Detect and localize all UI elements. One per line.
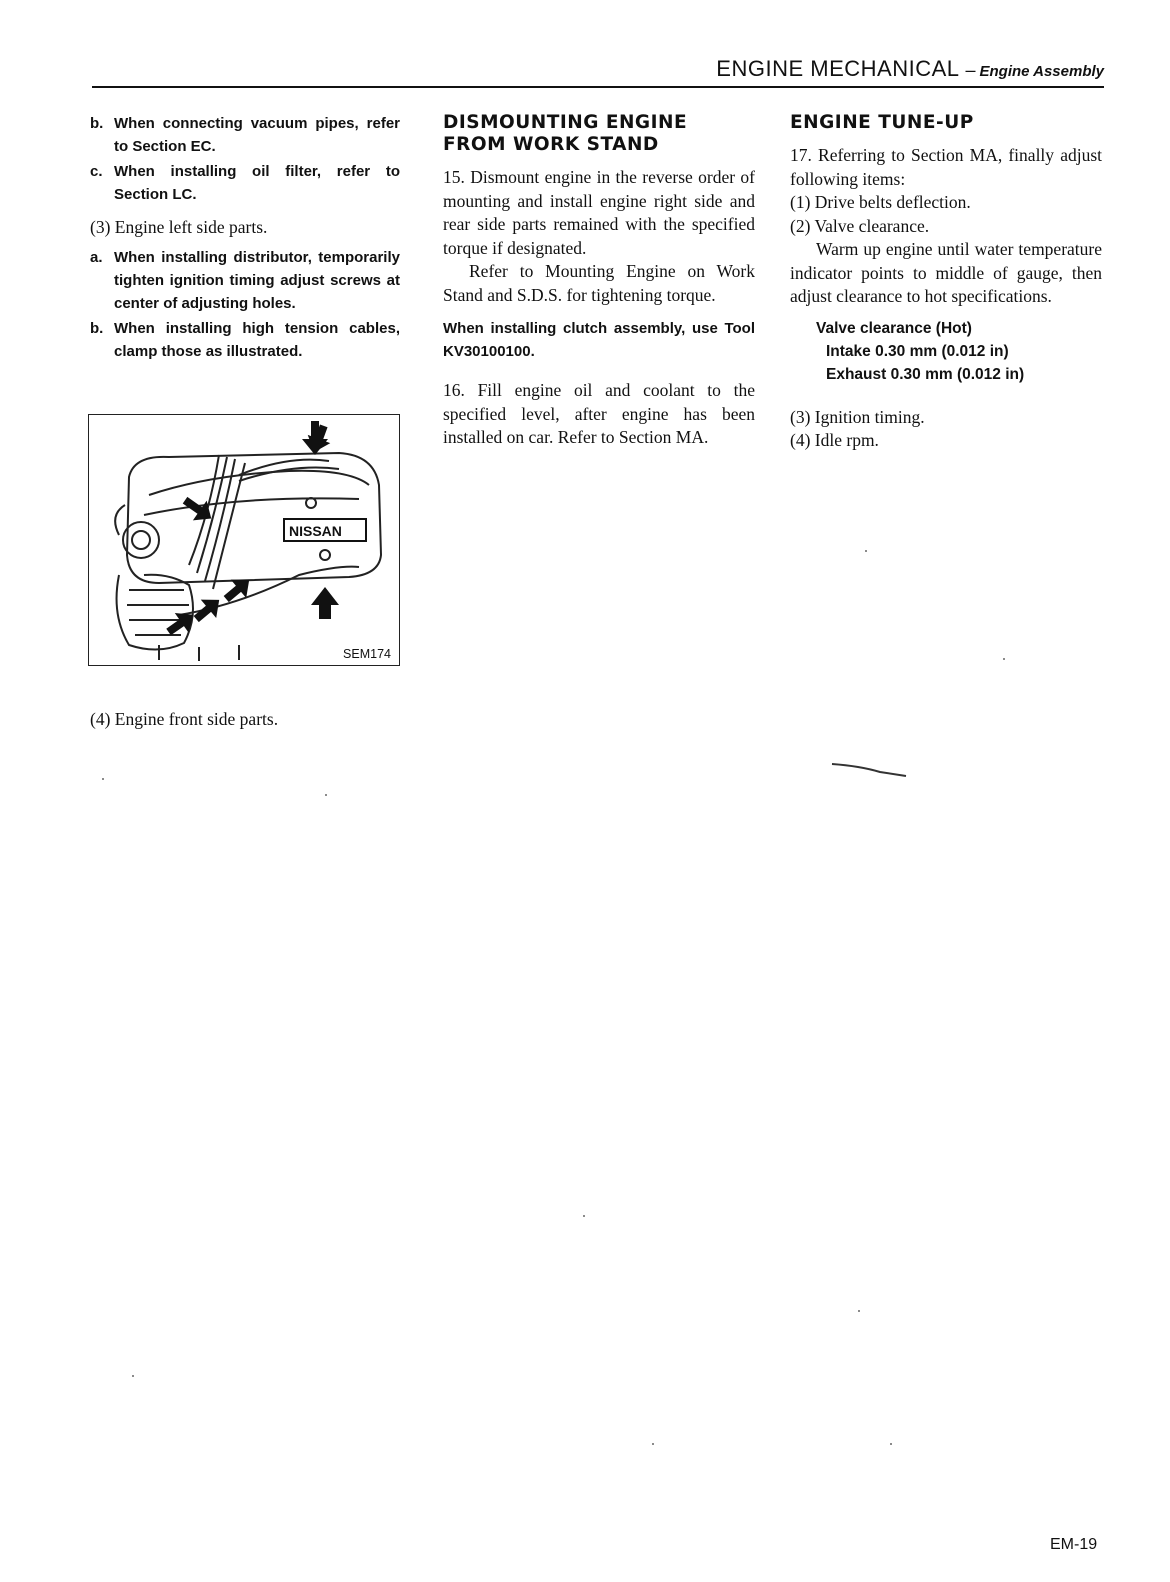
paragraph-15: 15. Dismount engine in the reverse order of mounting and install engine right side and rear side parts remained with the specified torque if designated. (443, 167, 755, 258)
title-line: FROM WORK STAND (443, 134, 659, 155)
scan-speck (583, 1215, 585, 1217)
valve-exhaust: Exhaust 0.30 mm (0.012 in) (826, 365, 1025, 383)
scan-speck (858, 1310, 860, 1312)
tune-item: (3) Ignition timing. (790, 406, 925, 427)
arrow-icon (311, 587, 339, 619)
tune-item: (2) Valve clearance. (790, 215, 930, 236)
scan-speck (652, 1443, 654, 1445)
note-text: When installing oil filter, refer to Section LC. (114, 163, 400, 203)
paragraph-15-ref: Refer to Mounting Engine on Work Stand and S.D.S. for tightening torque. (443, 261, 755, 305)
scan-speck (865, 550, 867, 552)
scan-speck (325, 794, 327, 796)
scan-speck (132, 1375, 134, 1377)
valve-intake: Intake 0.30 mm (0.012 in) (826, 342, 1009, 360)
header-title: ENGINE MECHANICAL (716, 56, 960, 81)
column-left (90, 112, 400, 365)
column-right (790, 112, 1102, 453)
note-text: When installing high tension cables, clamp those as illustrated. (114, 319, 400, 360)
nissan-badge-text: NISSAN (289, 523, 342, 539)
scan-mark (830, 760, 910, 780)
note-label: b. (90, 319, 104, 337)
header-subtitle: Engine Assembly (979, 63, 1104, 80)
header-separator: – (965, 60, 976, 80)
tune-item: (4) Idle rpm. (790, 430, 879, 450)
item-engine-front-side: (4) Engine front side parts. (90, 709, 279, 729)
scan-speck (102, 778, 104, 780)
item-engine-left-side: (3) Engine left side parts. (90, 217, 268, 237)
note-label: b. (90, 115, 104, 132)
section-title-tune-up: ENGINE TUNE-UP (790, 112, 974, 133)
engine-illustration (88, 414, 400, 666)
notes-top (90, 112, 400, 206)
engine-drawing (89, 415, 399, 665)
title-line: DISMOUNTING ENGINE (443, 112, 688, 133)
note-item (90, 160, 400, 206)
valve-clearance-spec (816, 317, 1102, 386)
warm-up-paragraph: Warm up engine until water temperature indicator points to middle of gauge, then adjust clearance to hot specifications. (790, 239, 1102, 306)
paragraph-17: 17. Referring to Section MA, finally adjust following items: (790, 145, 1102, 189)
note-item (90, 246, 400, 315)
arrow-icon (162, 605, 200, 642)
arrow-icon (189, 591, 227, 629)
clutch-note: When installing clutch assembly, use Tool KV30100100. (443, 320, 755, 360)
section-title-dismounting (443, 112, 755, 156)
notes-mid (90, 246, 400, 363)
figure-label: SEM174 (343, 647, 391, 661)
note-item (90, 112, 400, 158)
arrow-icon (219, 571, 257, 609)
valve-title: Valve clearance (Hot) (816, 319, 972, 337)
page-number: EM-19 (1050, 1536, 1098, 1553)
note-label: c. (90, 163, 103, 180)
note-item (90, 317, 400, 363)
paragraph-16: 16. Fill engine oil and coolant to the specified level, after engine has been installed on car. Refer to Section MA. (443, 380, 755, 447)
note-text: When installing distributor, temporarily tighten ignition timing adjust screws at center of adjusting holes. (114, 248, 400, 312)
scan-speck (1003, 658, 1005, 660)
note-label: a. (90, 248, 103, 266)
page-header (92, 56, 1104, 88)
column-middle (443, 112, 755, 450)
note-text: When connecting vacuum pipes, refer to Section EC. (114, 115, 400, 155)
scan-speck (890, 1443, 892, 1445)
tune-item: (1) Drive belts deflection. (790, 192, 971, 212)
